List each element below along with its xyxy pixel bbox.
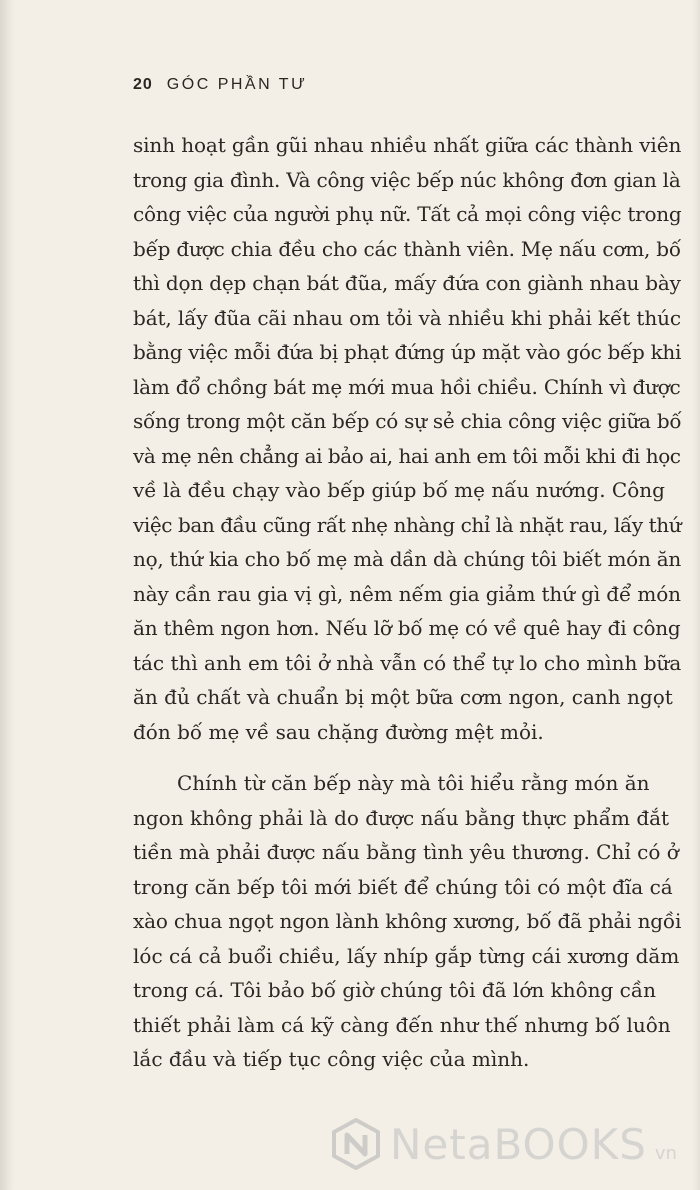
text-line: lắc đầu và tiếp tục công việc của mình. [133, 1047, 530, 1071]
text-line: nọ, thứ kia cho bố mẹ mà dần dà chúng tôi biết món ăn [133, 547, 682, 571]
paragraph-1 [133, 128, 681, 749]
text-line: này cần rau gia vị gì, nêm nếm gia giảm thứ gì để món [133, 581, 681, 606]
text-line: việc ban đầu cũng rất nhẹ nhàng chỉ là nhặt rau, lấy thứ [133, 512, 682, 537]
text-line: thì dọn dẹp chạn bát đũa, mấy đứa con giành nhau bày [133, 271, 681, 295]
paragraph-2 [133, 766, 681, 1077]
page-edge-shadow [692, 0, 700, 1190]
text-line: bát, lấy đũa cãi nhau om tỏi và nhiều khi phải kết thúc [133, 305, 681, 330]
text-line: sinh hoạt gần gũi nhau nhiều nhất giữa các thành viên [133, 133, 682, 157]
netabooks-logo-icon [330, 1118, 382, 1170]
body-text [133, 128, 681, 1077]
watermark-suffix: vn [654, 1143, 677, 1164]
text-line: ăn thêm ngon hơn. Nếu lỡ bố mẹ có về quê hay đi công [133, 616, 681, 640]
text-line: bằng việc mỗi đứa bị phạt đứng úp mặt vào góc bếp khi [133, 340, 682, 364]
text-line: tác thì anh em tôi ở nhà vẫn có thể tự lo cho mình bữa [133, 650, 682, 675]
text-line: lóc cá cả buổi chiều, lấy nhíp gắp từng cái xương dăm [133, 943, 680, 968]
text-line: xào chua ngọt ngon lành không xương, bố đã phải ngồi [133, 909, 682, 933]
book-title: GÓC PHẦN TƯ [166, 76, 308, 93]
text-line: đón bố mẹ về sau chặng đường mệt mỏi. [133, 719, 544, 744]
text-line: trong cá. Tôi bảo bố giờ chúng tôi đã lớn không cần [133, 978, 657, 1002]
text-line: công việc của người phụ nữ. Tất cả mọi công việc trong [133, 202, 682, 226]
watermark-brand: NetaBOOKS [390, 1119, 647, 1169]
text-line: trong gia đình. Và công việc bếp núc không đơn gian là [133, 167, 681, 192]
text-line: về là đều chạy vào bếp giúp bố mẹ nấu nướng. Công [133, 478, 665, 502]
running-head [133, 76, 307, 94]
watermark [330, 1118, 677, 1170]
text-line: và mẹ nên chẳng ai bảo ai, hai anh em tôi mỗi khi đi học [133, 443, 681, 468]
page-number: 20 [133, 76, 153, 93]
text-line: ăn đủ chất và chuẩn bị một bữa cơm ngon, canh ngọt [133, 685, 673, 709]
text-line: tiền mà phải được nấu bằng tình yêu thương. Chỉ có ở [133, 840, 679, 864]
text-line: Chính từ căn bếp này mà tôi hiểu rằng món ăn [177, 771, 650, 795]
text-line: ngon không phải là do được nấu bằng thực phẩm đắt [133, 805, 670, 830]
text-line: sống trong một căn bếp có sự sẻ chia công việc giữa bố [133, 409, 682, 433]
text-line: trong căn bếp tôi mới biết để chúng tôi có một đĩa cá [133, 874, 673, 899]
text-line: làm đổ chồng bát mẹ mới mua hồi chiều. Chính vì được [133, 374, 681, 399]
text-line: thiết phải làm cá kỹ càng đến như thế nhưng bố luôn [133, 1012, 671, 1037]
page-gutter-shadow [0, 0, 14, 1190]
text-line: bếp được chia đều cho các thành viên. Mẹ nấu cơm, bố [133, 236, 681, 261]
